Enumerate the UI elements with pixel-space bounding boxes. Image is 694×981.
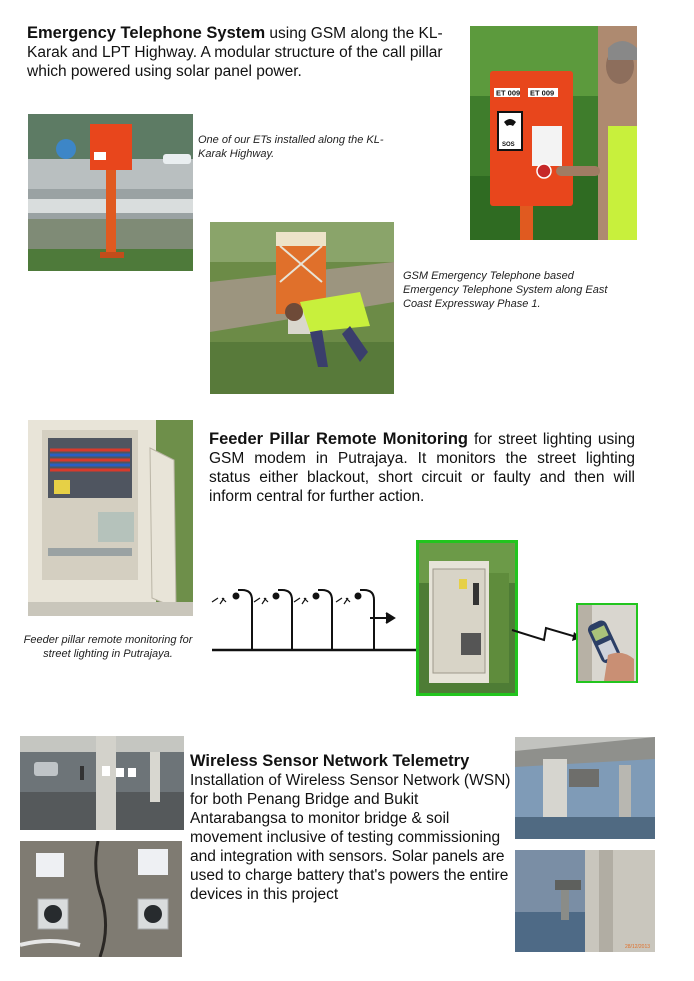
section2-caption: Feeder pillar remote monitoring for street lighting in Putrajaya. — [23, 634, 193, 660]
photo-bridge-pier — [515, 737, 655, 839]
photo-feeder-pillar-open — [28, 420, 193, 616]
et-sign-right: ET 009 — [530, 88, 555, 98]
et-sign-left: ET 009 — [496, 88, 521, 98]
section1-body: using GSM along the KL-Karak and LPT Highway. A modular structure of the call pillar which powered using solar panel power. — [27, 25, 443, 80]
section3-title: Wireless Sensor Network Telemetry — [190, 752, 470, 770]
section2-text — [209, 430, 635, 506]
section1-caption2: GSM Emergency Telephone based Emergency Telephone System along East Coast Expressway Phase 1. — [403, 270, 608, 310]
photo-feeder-pillar-green-frame — [416, 540, 518, 696]
photo-date-stamp: 28/12/2013 — [625, 944, 651, 950]
sos-label: SOS — [502, 142, 515, 148]
photo-et-worker — [210, 222, 394, 394]
street-lamps-diagram — [208, 578, 418, 658]
section3-body: Installation of Wireless Sensor Network (WSN) for both Penang Bridge and Bukit Antarabangsa to monitor bridge & soil movement inclusive of testing commissioning and integration with sensors. Solar panels are used to charge battery that's powers the entire devices in this project — [190, 772, 511, 903]
section1-caption1: One of our ETs installed along the KL-Karak Highway. — [198, 134, 384, 160]
section2-body: for street lighting using GSM modem in Putrajaya. It monitors the street lighting status either blackout, short circuit or faulty and then will inform central for further action. — [209, 431, 635, 505]
photo-bridge-underpass-sensors — [20, 736, 184, 830]
photo-sensor-boxes — [20, 841, 182, 957]
section1-title: Emergency Telephone System — [27, 24, 266, 42]
photo-et-highway — [28, 114, 193, 271]
photo-et-009 — [470, 26, 637, 240]
section1-text — [27, 24, 459, 81]
photo-mobile-phone-green-frame — [576, 603, 638, 683]
photo-bridge-pier-sea — [515, 850, 655, 952]
gsm-link-lightning — [510, 618, 582, 648]
section3-text — [190, 752, 516, 904]
section2-title: Feeder Pillar Remote Monitoring — [209, 430, 468, 448]
